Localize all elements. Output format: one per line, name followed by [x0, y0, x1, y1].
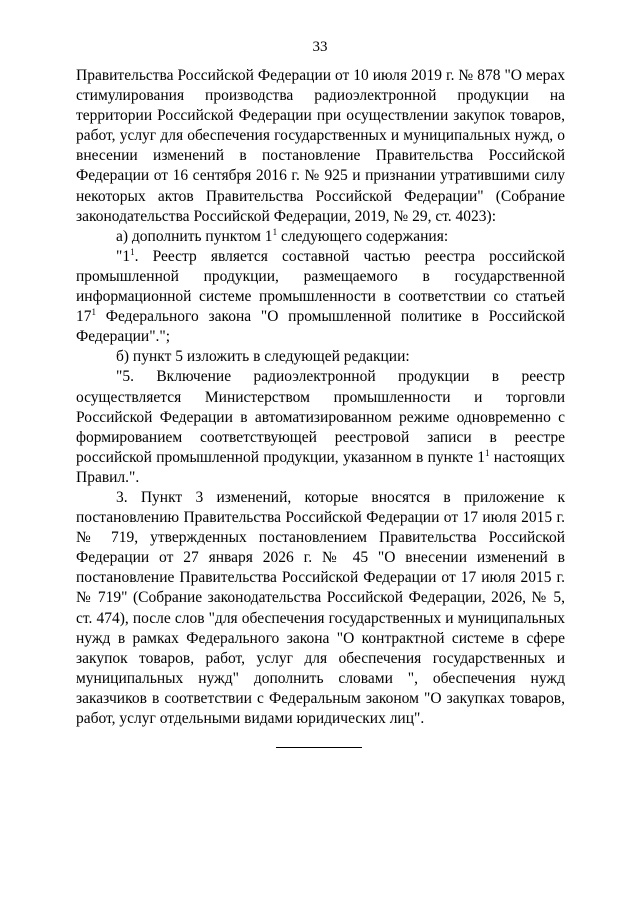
- paragraph: [76, 227, 565, 247]
- superscript: 1: [272, 226, 278, 237]
- paragraph: [76, 347, 565, 367]
- paragraph-text: а) дополнить пунктом 1: [116, 227, 273, 245]
- paragraph-text: Правительства Российской Федерации от 10 июля 2019 г. № 878 "О мерах стимулирования производства радиоэлектронной продукции на территории Российской Федерации при осуществлении закупок товаров, работ, услуг для обеспечения государственных и муниципальных нужд, о внесении изменений в постановление Правительства Российской Федерации от 16 сентября 2016 г. № 925 и признании утратившими силу некоторых актов Правительства Российской Федерации" (Собрание законодательства Российской Федерации, 2019, № 29, ст. 4023):: [76, 67, 565, 225]
- paragraph: [76, 367, 565, 488]
- superscript: 1: [130, 246, 135, 257]
- document-body: [76, 66, 565, 729]
- paragraph-text: . Реестр является составной частью реестра российской промышленной продукции, размещаемого в государственной информационной системе промышленности в соответствии со статьей 17: [76, 247, 565, 326]
- end-separator-line: [276, 747, 362, 748]
- paragraph: [76, 66, 565, 227]
- paragraph-text: "1: [116, 247, 131, 265]
- superscript: 1: [91, 307, 96, 318]
- superscript: 1: [485, 447, 490, 458]
- paragraph-text: следующего содержания:: [277, 227, 449, 245]
- paragraph-text: настоящих Правил.".: [76, 448, 565, 486]
- paragraph-text: б) пункт 5 изложить в следующей редакции:: [116, 348, 410, 366]
- paragraph-text: "5. Включение радиоэлектронной продукции в реестр осуществляется Министерством промышленности и торговли Российской Федерации в автоматизированном режиме одновременно с формированием соответствующей реестровой записи в реестре российской промышленной продукции, указанном в пункте 1: [76, 368, 565, 466]
- paragraph-text: Федерального закона "О промышленной политике в Российской Федерации".";: [76, 308, 565, 346]
- paragraph-text: 3. Пункт 3 изменений, которые вносятся в приложение к постановлению Правительства Российской Федерации от 17 июля 2015 г. № 719, утвержденных постановлением Правительства Российской Федерации от 27 января 2026 г. № 45 "О внесении изменений в постановление Правительства Российской Федерации от 17 июля 2015 г. № 719" (Собрание законодательства Российской Федерации, 2026, № 5, ст. 474), после слов "для обеспечения государственных и муниципальных нужд в рамках Федерального закона "О контрактной системе в сфере закупок товаров, работ, услуг для обеспечения государственных и муниципальных нужд" дополнить словами ", обеспечения нужд заказчиков в соответствии с Федеральным законом "О закупках товаров, работ, услуг отдельными видами юридических лиц".: [76, 488, 565, 727]
- paragraph: [76, 488, 565, 729]
- paragraph: [76, 247, 565, 347]
- page-number: 33: [312, 39, 328, 55]
